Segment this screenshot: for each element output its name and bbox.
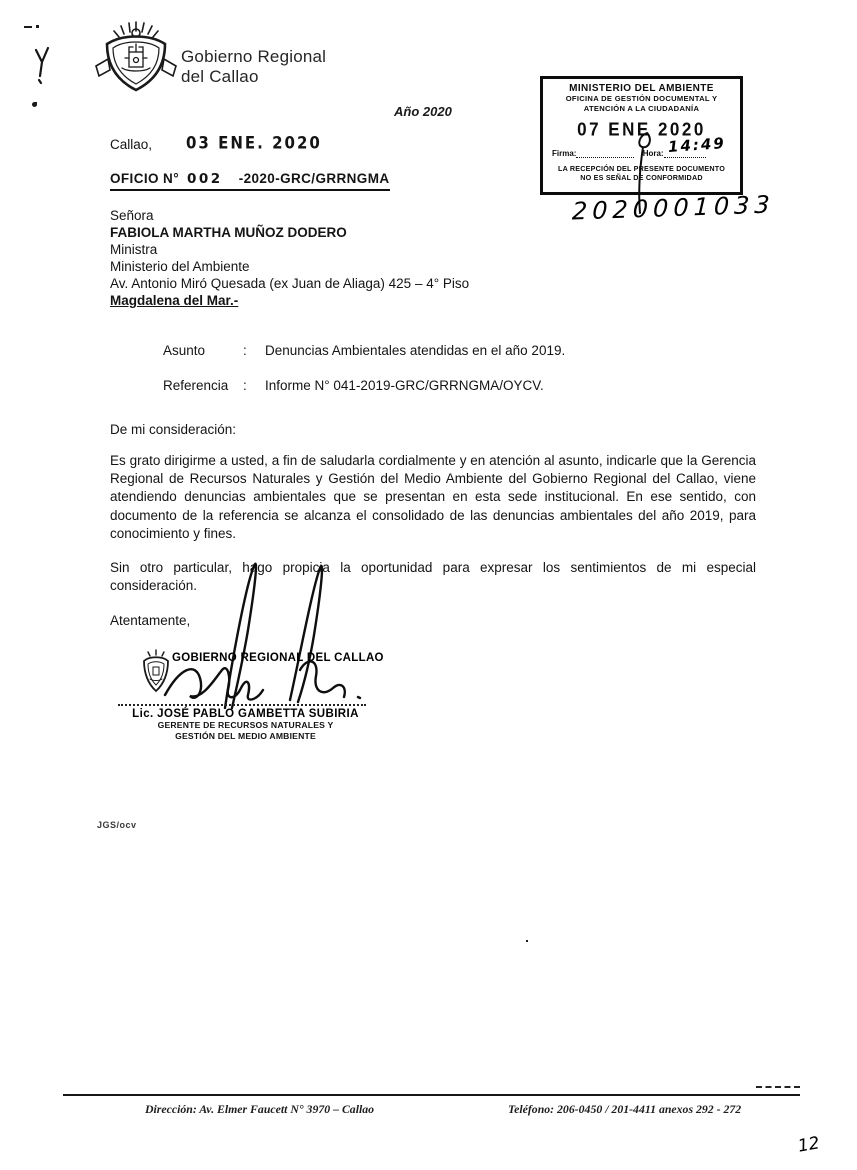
scan-artifact bbox=[24, 26, 32, 28]
reception-stamp bbox=[540, 76, 743, 195]
recipient-district: Magdalena del Mar.- bbox=[110, 293, 239, 308]
greeting: De mi consideración: bbox=[110, 422, 237, 437]
referencia-row bbox=[163, 378, 544, 393]
scan-artifact bbox=[526, 940, 528, 942]
stamp-notice bbox=[543, 165, 740, 183]
asunto-value: Denuncias Ambientales atendidas en el año 2019. bbox=[265, 343, 566, 358]
city-label: Callao, bbox=[110, 137, 153, 152]
closing: Atentamente, bbox=[110, 613, 191, 628]
date-stamp: 03 ENE. 2020 bbox=[186, 132, 322, 154]
asunto-colon: : bbox=[243, 343, 247, 358]
referencia-label: Referencia bbox=[163, 378, 229, 393]
stamp-ministry: MINISTERIO DEL AMBIENTE bbox=[569, 83, 714, 94]
org-name-line2: del Callao bbox=[181, 67, 259, 86]
body-paragraph-1: Es grato dirigirme a usted, a fin de saludarla cordialmente y en atención al asunto, indicarle que la Gerencia Regional de Recursos Naturales y Gestión del Medio Ambiente del Gobierno Regional del Callao, viene atendiendo denuncias ambientales que se presentan en esta sede institucional. En ese sentido, con documento de la referencia se alcanza el consolidado de las denuncias ambientales del año 2019, para conocimiento y fines. bbox=[110, 453, 756, 541]
hora-label: Hora: bbox=[642, 149, 664, 158]
firma-label: Firma: bbox=[552, 149, 577, 158]
signer-block bbox=[108, 708, 383, 741]
referencia-colon: : bbox=[243, 378, 247, 393]
signature-dotted-line bbox=[118, 704, 366, 706]
oficio-prefix: OFICIO N° bbox=[110, 171, 179, 186]
recipient-address: Av. Antonio Miró Quesada (ex Juan de Aliaga) 425 – 4° Piso bbox=[110, 276, 470, 291]
handwritten-registry-number: 2020001033 bbox=[571, 190, 776, 226]
oficio-number-line bbox=[110, 171, 390, 191]
signer-title-line2: GESTIÓN DEL MEDIO AMBIENTE bbox=[175, 730, 316, 741]
recipient-title: Ministra bbox=[110, 242, 158, 257]
signer-name: Lic. JOSÉ PABLO GAMBETTA SUBIRIA bbox=[132, 708, 359, 720]
handwritten-time: 14:49 bbox=[667, 134, 727, 156]
stamp-notice-line1: LA RECEPCIÓN DEL PRESENTE DOCUMENTO bbox=[557, 164, 725, 173]
coat-of-arms-logo bbox=[92, 20, 180, 98]
body-paragraph-2: Sin otro particular, hago propicia la oportunidad para expresar los sentimientos de mi especial consideración. bbox=[110, 560, 756, 594]
firma-leader bbox=[576, 150, 634, 158]
recipient-salutation: Señora bbox=[110, 208, 154, 223]
stamp-office-line2: ATENCIÓN A LA CIUDADANÍA bbox=[583, 103, 700, 113]
recipient-name: FABIOLA MARTHA MUÑOZ DODERO bbox=[110, 225, 347, 240]
stamp-firma-row bbox=[543, 134, 740, 161]
year-label: Año 2020 bbox=[394, 104, 452, 119]
seal-icon bbox=[138, 648, 174, 696]
stamp-notice-line2: NO ES SEÑAL DE CONFORMIDAD bbox=[580, 172, 703, 182]
recipient-block bbox=[110, 207, 469, 309]
footer-address: Dirección: Av. Elmer Faucett N° 3970 – Callao bbox=[145, 1102, 375, 1116]
asunto-row bbox=[163, 343, 565, 358]
footer-phone: Teléfono: 206-0450 / 201-4411 anexos 292 - 272 bbox=[508, 1102, 742, 1116]
org-name-line1: Gobierno Regional bbox=[181, 47, 327, 66]
stamp-office-line1: OFICINA DE GESTIÓN DOCUMENTAL Y bbox=[565, 94, 718, 103]
recipient-institution: Ministerio del Ambiente bbox=[110, 259, 250, 274]
scan-artifact bbox=[32, 102, 37, 107]
typist-initials: JGS/ocv bbox=[97, 820, 137, 830]
footer-rule bbox=[63, 1094, 800, 1096]
asunto-label: Asunto bbox=[163, 343, 206, 358]
referencia-value: Informe N° 041-2019-GRC/GRRNGMA/OYCV. bbox=[265, 378, 544, 393]
org-name bbox=[181, 47, 326, 87]
scan-artifact bbox=[32, 46, 54, 88]
oficio-suffix: -2020-GRC/GRRNGMA bbox=[238, 171, 390, 186]
stamp-date: 07 ENE 2020 bbox=[577, 119, 706, 140]
scan-artifact bbox=[36, 25, 39, 28]
scan-artifact bbox=[756, 1086, 800, 1088]
signature-stamp-org: GOBIERNO REGIONAL DEL CALLAO bbox=[172, 651, 384, 665]
handwritten-page-number: 12 bbox=[796, 1133, 822, 1157]
signer-title-line1: GERENTE DE RECURSOS NATURALES Y bbox=[157, 720, 334, 730]
oficio-number: 002 bbox=[187, 171, 223, 187]
